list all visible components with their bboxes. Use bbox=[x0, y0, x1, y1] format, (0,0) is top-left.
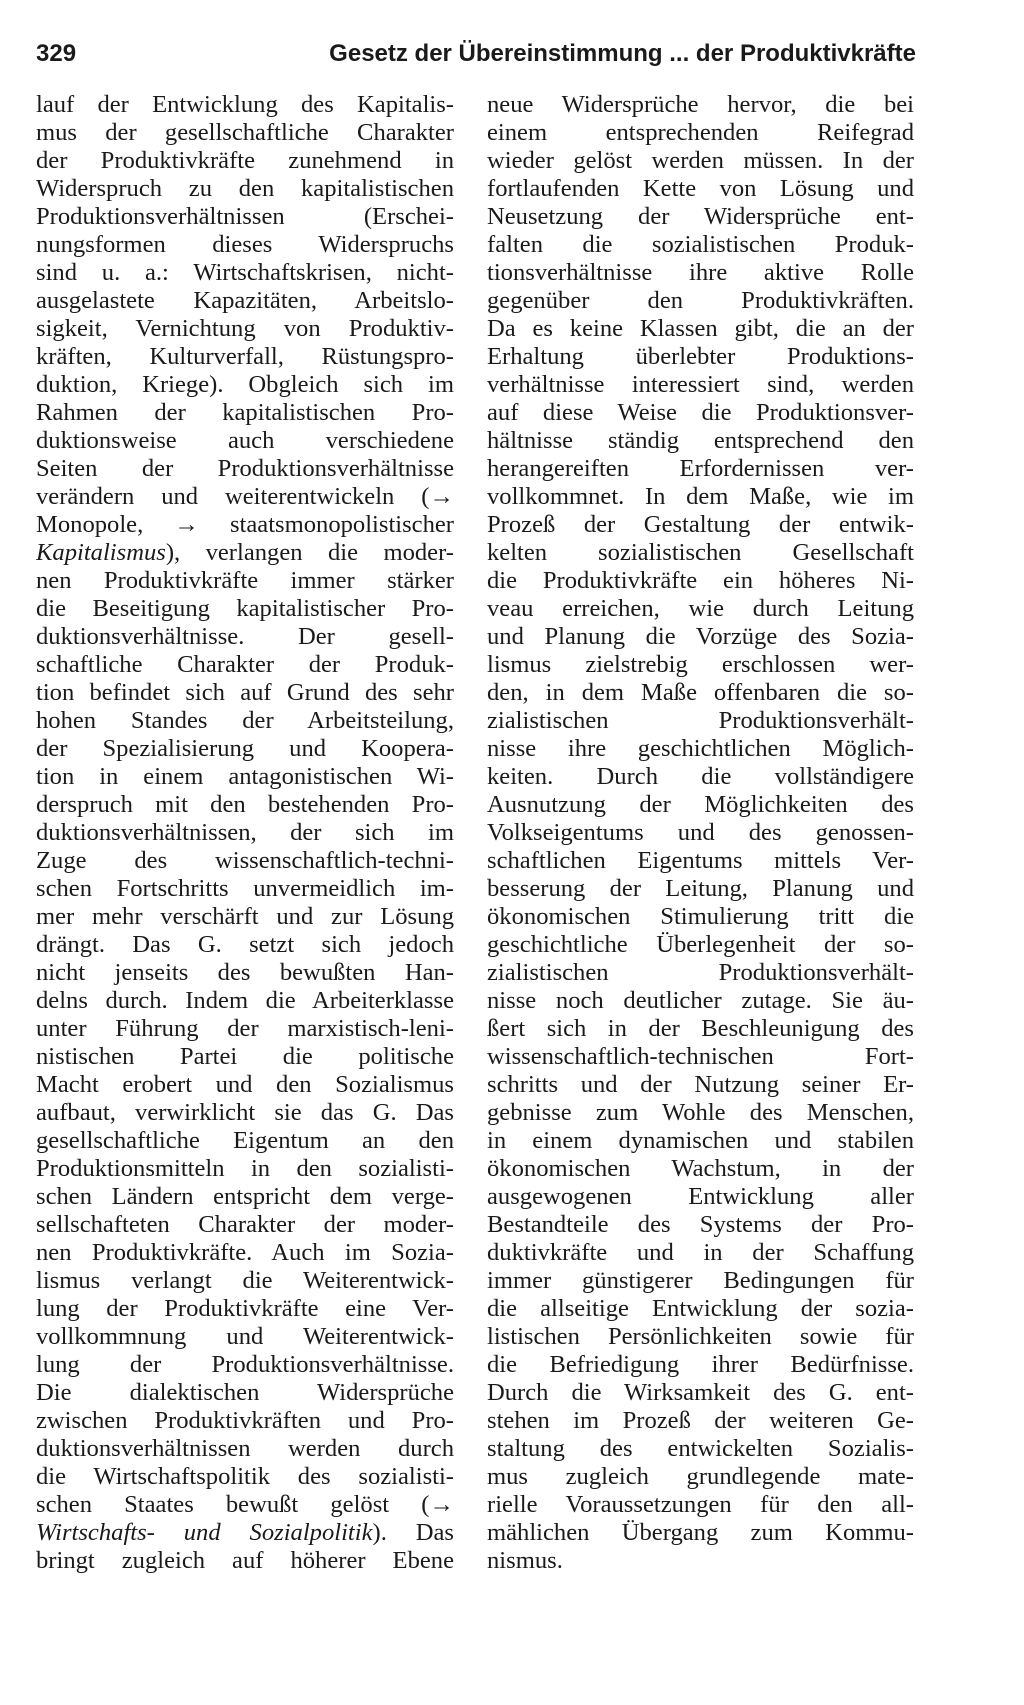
text-line: gegenüber den Produktivkräften. bbox=[487, 287, 914, 314]
text-line: gebnisse zum Wohle des Menschen, bbox=[487, 1099, 914, 1126]
line-rest: ), verlangen die moder- bbox=[165, 539, 454, 566]
text-line: duktivkräfte und in der Schaffung bbox=[487, 1239, 914, 1266]
text-line: stehen im Prozeß der weiteren Ge- bbox=[487, 1407, 914, 1434]
text-line: vollkommnet. In dem Maße, wie im bbox=[487, 483, 914, 510]
text-line: nen Produktivkräfte. Auch im Sozia- bbox=[36, 1239, 454, 1266]
text-line: verhältnisse interessiert sind, werden bbox=[487, 371, 914, 398]
page-header bbox=[36, 34, 916, 74]
text-line: nismus. bbox=[487, 1547, 563, 1574]
text-line: einem entsprechenden Reifegrad bbox=[487, 119, 914, 146]
text-line: neue Widersprüche hervor, die bei bbox=[487, 91, 914, 118]
text-line: den, in dem Maße offenbaren die so- bbox=[487, 679, 914, 706]
text-line: schen Ländern entspricht dem verge- bbox=[36, 1183, 454, 1210]
text-line: nistischen Partei die politische bbox=[36, 1043, 454, 1070]
text-line: mählichen Übergang zum Kommu- bbox=[487, 1519, 914, 1546]
text-line: lismus verlangt die Weiterentwick- bbox=[36, 1267, 454, 1294]
text-line: kelten sozialistischen Gesellschaft bbox=[487, 539, 914, 566]
text-line: rielle Voraussetzungen für den all- bbox=[487, 1491, 914, 1518]
text-line: bringt zugleich auf höherer Ebene bbox=[36, 1547, 454, 1574]
text-line: duktion, Kriege). Obgleich sich im bbox=[36, 371, 454, 398]
page-number: 329 bbox=[36, 40, 77, 67]
text-line: Produktionsverhältnissen (Erschei- bbox=[36, 203, 454, 230]
text-line: vollkommnung und Weiterentwick- bbox=[36, 1323, 454, 1350]
text-line: lauf der Entwicklung des Kapitalis- bbox=[36, 91, 454, 118]
text-line: tion befindet sich auf Grund des sehr bbox=[36, 679, 454, 706]
text-line: herangereiften Erfordernissen ver- bbox=[487, 455, 914, 482]
text-line: mus der gesellschaftliche Charakter bbox=[36, 119, 454, 146]
text-line: Volkseigentums und des genossen- bbox=[487, 819, 914, 846]
text-line: duktionsverhältnisse. Der gesell- bbox=[36, 623, 454, 650]
text-line: unter Führung der marxistisch-leni- bbox=[36, 1015, 454, 1042]
text-line: ausgelastete Kapazitäten, Arbeitslo- bbox=[36, 287, 454, 314]
text-line: hältnisse ständig entsprechend den bbox=[487, 427, 914, 454]
text-line: tionsverhältnisse ihre aktive Rolle bbox=[487, 259, 914, 286]
text-line: staltung des entwickelten Sozialis- bbox=[487, 1435, 914, 1462]
text-line: ausgewogenen Entwicklung aller bbox=[487, 1183, 914, 1210]
text-line: schritts und der Nutzung seiner Er- bbox=[487, 1071, 914, 1098]
text-line: duktionsverhältnissen, der sich im bbox=[36, 819, 454, 846]
text-line: veau erreichen, wie durch Leitung bbox=[487, 595, 914, 622]
text-line: duktionsverhältnissen werden durch bbox=[36, 1435, 454, 1462]
text-line: nungsformen dieses Widerspruchs bbox=[36, 231, 454, 258]
text-line: kräften, Kulturverfall, Rüstungspro- bbox=[36, 343, 454, 370]
text-line: schen Fortschritts unvermeidlich im- bbox=[36, 875, 454, 902]
italic-cross-reference: Kapitalismus bbox=[36, 539, 166, 566]
text-line: die Beseitigung kapitalistischer Pro- bbox=[36, 595, 454, 622]
text-line: duktionsweise auch verschiedene bbox=[36, 427, 454, 454]
text-line: geschichtliche Überlegenheit der so- bbox=[487, 931, 914, 958]
text-line: sellschafteten Charakter der moder- bbox=[36, 1211, 454, 1238]
left-column bbox=[36, 91, 454, 1575]
text-line: sind u. a.: Wirtschaftskrisen, nicht- bbox=[36, 259, 454, 286]
text-line: Neusetzung der Widersprüche ent- bbox=[487, 203, 914, 230]
text-line bbox=[36, 1519, 454, 1547]
text-line: Produktionsmitteln in den sozialisti- bbox=[36, 1155, 454, 1182]
text-line: die allseitige Entwicklung der sozia- bbox=[487, 1295, 914, 1322]
text-line: Die dialektischen Widersprüche bbox=[36, 1379, 454, 1406]
text-line: Macht erobert und den Sozialismus bbox=[36, 1071, 454, 1098]
text-line: Erhaltung überlebter Produktions- bbox=[487, 343, 914, 370]
text-line: zialistischen Produktionsverhält- bbox=[487, 707, 914, 734]
text-line: hohen Standes der Arbeitsteilung, bbox=[36, 707, 454, 734]
text-line: mus zugleich grundlegende mate- bbox=[487, 1463, 914, 1490]
right-column bbox=[487, 91, 914, 1575]
text-line: der Spezialisierung und Koopera- bbox=[36, 735, 454, 762]
running-head: Gesetz der Übereinstimmung ... der Produktivkräfte bbox=[329, 40, 916, 67]
text-line: lung der Produktionsverhältnisse. bbox=[36, 1351, 454, 1378]
text-line: delns durch. Indem die Arbeiterklasse bbox=[36, 987, 454, 1014]
text-line: sigkeit, Vernichtung von Produktiv- bbox=[36, 315, 454, 342]
text-line: wieder gelöst werden müssen. In der bbox=[487, 147, 914, 174]
text-line: Da es keine Klassen gibt, die an der bbox=[487, 315, 914, 342]
text-line: Widerspruch zu den kapitalistischen bbox=[36, 175, 454, 202]
text-line: schaftliche Charakter der Produk- bbox=[36, 651, 454, 678]
text-line: Zuge des wissenschaftlich-techni- bbox=[36, 847, 454, 874]
text-line: zialistischen Produktionsverhält- bbox=[487, 959, 914, 986]
text-line: tion in einem antagonistischen Wi- bbox=[36, 763, 454, 790]
text-line: aufbaut, verwirklicht sie das G. Das bbox=[36, 1099, 454, 1126]
text-line: nisse noch deutlicher zutage. Sie äu- bbox=[487, 987, 914, 1014]
text-line: ökonomischen Stimulierung tritt die bbox=[487, 903, 914, 930]
text-line: nen Produktivkräfte immer stärker bbox=[36, 567, 454, 594]
text-line: die Wirtschaftspolitik des sozialisti- bbox=[36, 1463, 454, 1490]
text-line: keiten. Durch die vollständigere bbox=[487, 763, 914, 790]
text-line: ßert sich in der Beschleunigung des bbox=[487, 1015, 914, 1042]
text-line: fortlaufenden Kette von Lösung und bbox=[487, 175, 914, 202]
text-line: besserung der Leitung, Planung und bbox=[487, 875, 914, 902]
text-line: nicht jenseits des bewußten Han- bbox=[36, 959, 454, 986]
text-line: der Produktivkräfte zunehmend in bbox=[36, 147, 454, 174]
text-line: Seiten der Produktionsverhältnisse bbox=[36, 455, 454, 482]
text-line: schaftlichen Eigentums mittels Ver- bbox=[487, 847, 914, 874]
text-line: verändern und weiterentwickeln (→ bbox=[36, 483, 454, 510]
text-line: und Planung die Vorzüge des Sozia- bbox=[487, 623, 914, 650]
text-line bbox=[36, 539, 454, 567]
text-line: Durch die Wirksamkeit des G. ent- bbox=[487, 1379, 914, 1406]
text-line: Bestandteile des Systems der Pro- bbox=[487, 1211, 914, 1238]
text-line: drängt. Das G. setzt sich jedoch bbox=[36, 931, 454, 958]
text-line: Monopole, → staatsmonopolistischer bbox=[36, 511, 454, 538]
text-line: die Produktivkräfte ein höheres Ni- bbox=[487, 567, 914, 594]
text-line: ökonomischen Wachstum, in der bbox=[487, 1155, 914, 1182]
text-line: derspruch mit den bestehenden Pro- bbox=[36, 791, 454, 818]
text-line: lung der Produktivkräfte eine Ver- bbox=[36, 1295, 454, 1322]
text-line: Rahmen der kapitalistischen Pro- bbox=[36, 399, 454, 426]
text-line: zwischen Produktivkräften und Pro- bbox=[36, 1407, 454, 1434]
text-line: falten die sozialistischen Produk- bbox=[487, 231, 914, 258]
text-line: in einem dynamischen und stabilen bbox=[487, 1127, 914, 1154]
line-rest: ). Das bbox=[372, 1519, 454, 1546]
text-line: wissenschaftlich-technischen Fort- bbox=[487, 1043, 914, 1070]
text-line: die Befriedigung ihrer Bedürfnisse. bbox=[487, 1351, 914, 1378]
text-line: nisse ihre geschichtlichen Möglich- bbox=[487, 735, 914, 762]
text-line: mer mehr verschärft und zur Lösung bbox=[36, 903, 454, 930]
text-line: Prozeß der Gestaltung der entwik- bbox=[487, 511, 914, 538]
text-line: gesellschaftliche Eigentum an den bbox=[36, 1127, 454, 1154]
text-line: schen Staates bewußt gelöst (→ bbox=[36, 1491, 454, 1518]
text-line: immer günstigerer Bedingungen für bbox=[487, 1267, 914, 1294]
text-line: lismus zielstrebig erschlossen wer- bbox=[487, 651, 914, 678]
text-line: auf diese Weise die Produktionsver- bbox=[487, 399, 914, 426]
text-line: listischen Persönlichkeiten sowie für bbox=[487, 1323, 914, 1350]
italic-cross-reference: Wirtschafts- und Sozialpolitik bbox=[36, 1519, 373, 1546]
text-line: Ausnutzung der Möglichkeiten des bbox=[487, 791, 914, 818]
